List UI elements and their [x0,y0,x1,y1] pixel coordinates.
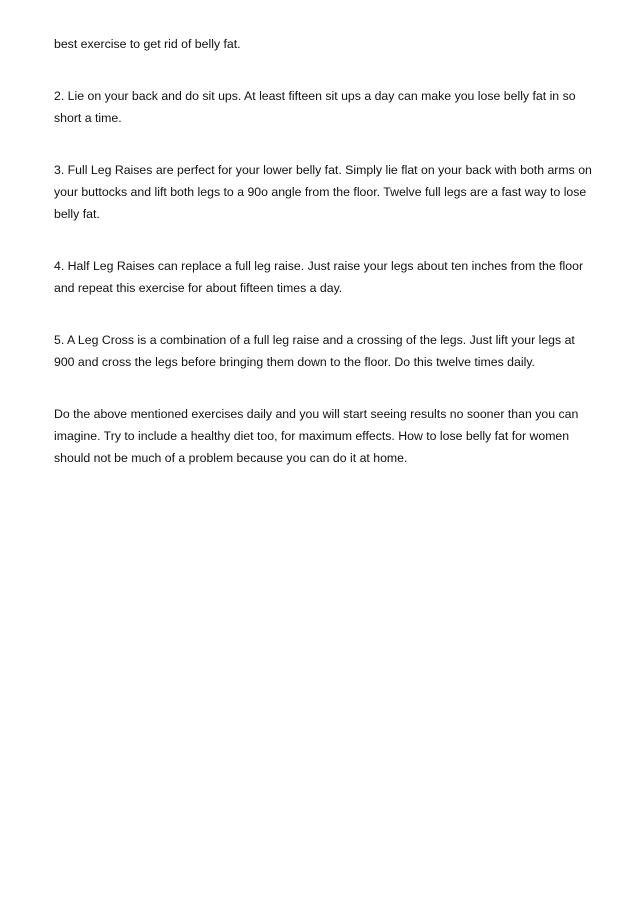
paragraph-full-leg-raises: 3. Full Leg Raises are perfect for your lower belly fat. Simply lie flat on your back with both arms on your buttocks and lift both legs to a 90o angle from the floor. Twelve full legs are a fast way to lose belly fat. [54,163,592,221]
paragraph-intro-fragment: best exercise to get rid of belly fat. [54,37,241,51]
paragraph-half-leg-raises: 4. Half Leg Raises can replace a full leg raise. Just raise your legs about ten inches from the floor and repeat this exercise for about fifteen times a day. [54,259,584,295]
paragraph-leg-cross: 5. A Leg Cross is a combination of a full leg raise and a crossing of the legs. Just lift your legs at 900 and cross the legs before bringing them down to the floor. Do this twelve times daily. [54,333,575,369]
paragraph-conclusion: Do the above mentioned exercises daily and you will start seeing results no sooner than you can imagine. Try to include a healthy diet too, for maximum effects. How to lose belly fat for women should not be much of a problem because you can do it at home. [54,407,579,465]
paragraph-sit-ups: 2. Lie on your back and do sit ups. At least fifteen sit ups a day can make you lose belly fat in so short a time. [54,89,576,125]
document-body [54,33,594,469]
